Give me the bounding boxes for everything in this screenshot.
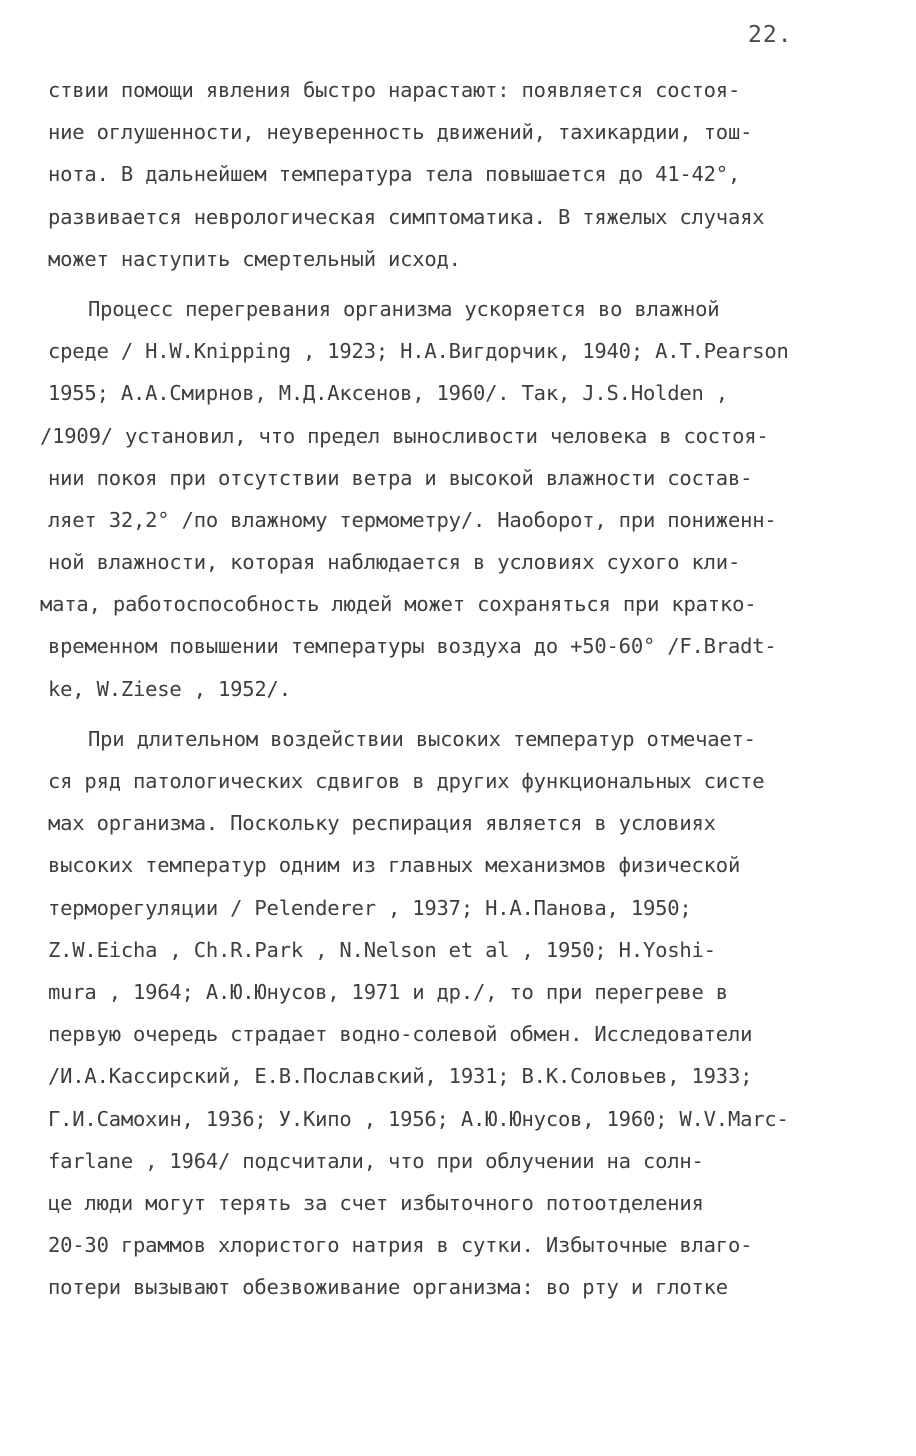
text-line: ствии помощи явления быстро нарастают: появляется состоя- <box>48 78 741 102</box>
text-line: ние оглушенности, неуверенность движений, тахикардии, тош- <box>48 120 753 145</box>
text-line: среде / H.W.Knipping , 1923; Н.А.Вигдорчик, 1940; A.T.Pearson <box>48 339 789 364</box>
text-line: первую очередь страдает водно-солевой обмен. Исследователи <box>48 1022 753 1047</box>
page-number: 22. <box>748 22 793 48</box>
text-line: мах организма. Поскольку респирация является в условиях <box>48 811 716 836</box>
text-line: При длительном воздействии высоких температур отмечает- <box>88 726 756 751</box>
text-line: Z.W.Eicha , Ch.R.Park , N.Nelson et al , 1950; H.Yoshi- <box>48 937 716 962</box>
text-line: farlane , 1964/ подсчитали, что при облучении на солн- <box>48 1148 704 1173</box>
text-line: нии покоя при отсутствии ветра и высокой влажности состав- <box>48 465 753 490</box>
text-line: ся ряд патологических сдвигов в других функциональных систе <box>48 769 765 793</box>
text-line: ляет 32,2° /по влажному термометру/. Наоборот, при пониженн- <box>48 507 777 532</box>
text-line: 1955; А.А.Смирнов, М.Д.Аксенов, 1960/. Так, J.S.Holden , <box>48 381 728 406</box>
text-line: временном повышении температуры воздуха до +50-60° /F.Bradt- <box>48 634 777 659</box>
text-line: 20-30 граммов хлористого натрия в сутки. Избыточные влаго- <box>48 1233 753 1258</box>
text-line: потери вызывают обезвоживание организма: во рту и глотке <box>48 1275 728 1300</box>
document-body <box>40 69 885 1308</box>
text-line: может наступить смертельный исход. <box>48 246 461 271</box>
text-line: ke, W.Ziese , 1952/. <box>48 676 291 701</box>
text-line: mura , 1964; А.Ю.Юнусов, 1971 и др./, то при перегреве в <box>48 979 728 1004</box>
text-line: /И.А.Кассирский, Е.В.Пославский, 1931; В.К.Соловьев, 1933; <box>48 1064 753 1089</box>
text-line: высоких температур одним из главных механизмов физической <box>48 853 741 878</box>
text-line: /1909/ установил, что предел выносливости человека в состоя- <box>40 423 769 448</box>
text-line: терморегуляции / Pelenderer , 1937; Н.А.Панова, 1950; <box>48 895 692 920</box>
text-line: мата, работоспособность людей может сохраняться при кратко- <box>40 592 757 617</box>
text-line: це люди могут терять за счет избыточного потоотделения <box>48 1190 704 1215</box>
text-line: ной влажности, которая наблюдается в условиях сухого кли- <box>48 550 741 575</box>
text-line: Г.И.Самохин, 1936; У.Кипо , 1956; А.Ю.Юнусов, 1960; W.V.Marc- <box>48 1106 789 1131</box>
text-line: Процесс перегревания организма ускоряется во влажной <box>88 296 720 321</box>
text-line: развивается неврологическая симптоматика. В тяжелых случаях <box>48 204 765 229</box>
text-line: нота. В дальнейшем температура тела повышается до 41-42°, <box>48 162 741 187</box>
